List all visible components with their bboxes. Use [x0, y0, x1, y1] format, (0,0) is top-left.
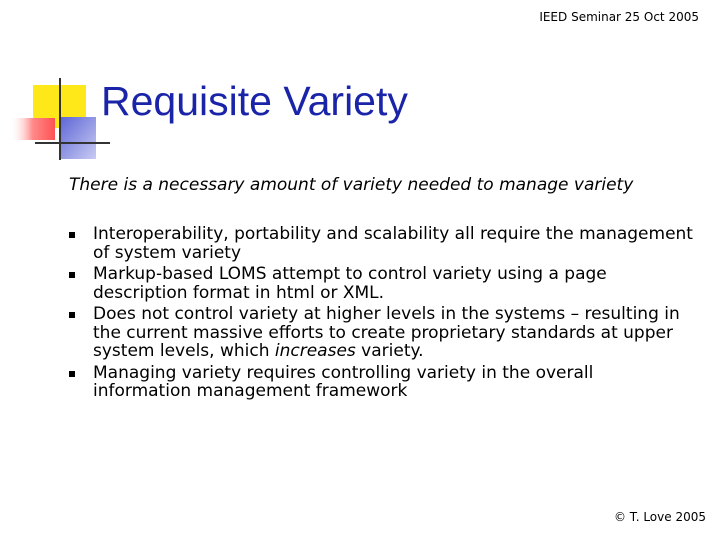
- decorative-logo-squares: [0, 0, 110, 170]
- bullet-text: Markup-based LOMS attempt to control variety using a page description format in html or XML.: [93, 264, 607, 303]
- bullet-square-icon: [69, 232, 75, 238]
- footer-copyright: © T. Love 2005: [613, 510, 706, 524]
- blue-square: [60, 117, 96, 159]
- red-square: [10, 118, 55, 140]
- bullet-text: Interoperability, portability and scalability all require the management of system variety: [93, 224, 693, 263]
- header-note: IEED Seminar 25 Oct 2005: [539, 10, 699, 24]
- bullet-square-icon: [69, 272, 75, 278]
- bullet-text-pre: Does not control variety at higher levels in the systems – resulting in the current massive efforts to create proprietary standards at upper system levels, which: [93, 304, 680, 361]
- bullet-item: [66, 364, 696, 401]
- bullet-square-icon: [69, 371, 75, 377]
- bullet-list: [66, 225, 696, 404]
- bullet-text-post: variety.: [355, 341, 424, 361]
- bullet-text: Managing variety requires controlling variety in the overall information management framework: [93, 362, 594, 401]
- bullet-item: [66, 265, 696, 302]
- bullet-text-emphasis: increases: [274, 341, 356, 361]
- bullet-item: [66, 305, 696, 361]
- slide-title: Requisite Variety: [101, 78, 408, 124]
- slide-subtitle: There is a necessary amount of variety needed to manage variety: [69, 175, 634, 195]
- bullet-square-icon: [69, 312, 75, 318]
- bullet-item: [66, 225, 696, 262]
